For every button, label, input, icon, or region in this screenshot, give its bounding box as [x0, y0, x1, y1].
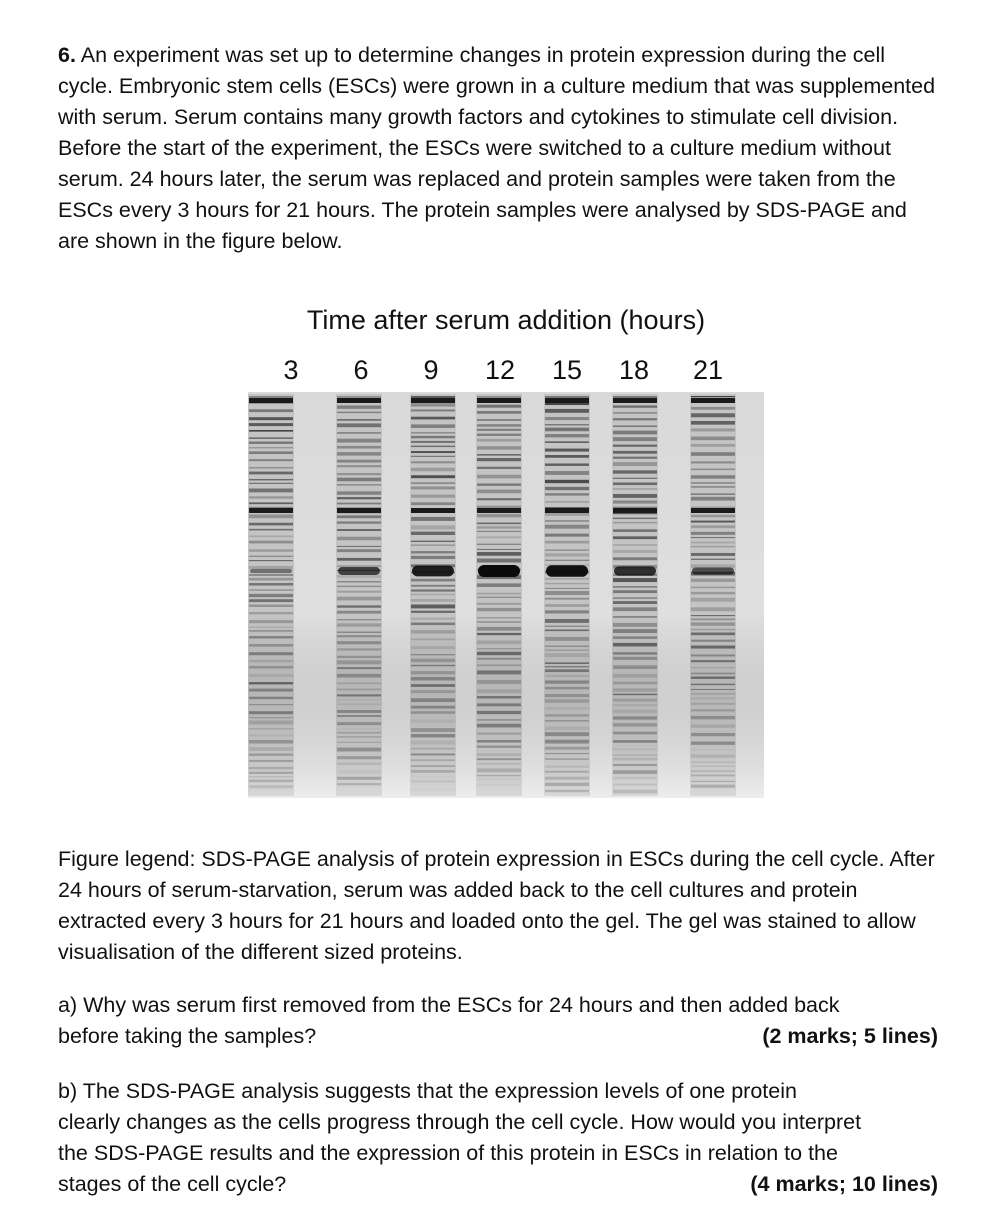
gel-graphic [246, 390, 766, 800]
intro-text: An experiment was set up to determine changes in protein expression during the cell cycle. Embryonic stem cells (ESCs) were grown in a culture medium that was supplemented with serum. Serum contains many growth factors and cytokines to stimulate cell division. Before the start of the experiment, the ESCs were switched to a culture medium without serum. 24 hours later, the serum was replaced and protein samples were taken from the ESCs every 3 hours for 21 hours. The protein samples were analysed by SDS-PAGE and are shown in the figure below. [58, 43, 936, 253]
time-label-12: 12 [484, 355, 516, 385]
time-label-9: 9 [423, 355, 439, 385]
question-b-line-1: b) The SDS-PAGE analysis suggests that the expression levels of one protein [58, 1079, 797, 1103]
time-label-15: 15 [551, 355, 583, 385]
time-label-3: 3 [283, 355, 299, 385]
question-b [58, 1076, 938, 1200]
question-a-marks: (2 marks; 5 lines) [762, 1024, 938, 1048]
question-a-line-2: before taking the samples? (2 marks; 5 lines) [58, 1021, 938, 1052]
time-label-21: 21 [692, 355, 724, 385]
question-b-line-3: the SDS-PAGE results and the expression of this protein in ESCs in relation to the [58, 1141, 838, 1165]
time-label-6: 6 [353, 355, 369, 385]
question-a-line-1: a) Why was serum first removed from the ESCs for 24 hours and then added back [58, 993, 840, 1017]
question-number: 6. [58, 43, 76, 67]
gel-fade-overlay [248, 392, 764, 798]
question-6-intro [58, 40, 938, 257]
time-label-18: 18 [618, 355, 650, 385]
question-b-line-4: stages of the cell cycle? (4 marks; 10 lines) [58, 1169, 938, 1200]
question-a [58, 990, 938, 1052]
question-b-marks: (4 marks; 10 lines) [750, 1172, 938, 1196]
figure-legend: Figure legend: SDS-PAGE analysis of protein expression in ESCs during the cell cycle. After 24 hours of serum-starvation, serum was added back to the cell cultures and protein extracted every 3 hours for 21 hours and loaded onto the gel. The gel was stained to allow visualisation of the different sized proteins. [58, 847, 935, 964]
figure-title: Time after serum addition (hours) [306, 305, 706, 335]
question-b-line-2: clearly changes as the cells progress through the cell cycle. How would you interpret [58, 1110, 862, 1134]
sds-page-gel-image [246, 390, 766, 800]
